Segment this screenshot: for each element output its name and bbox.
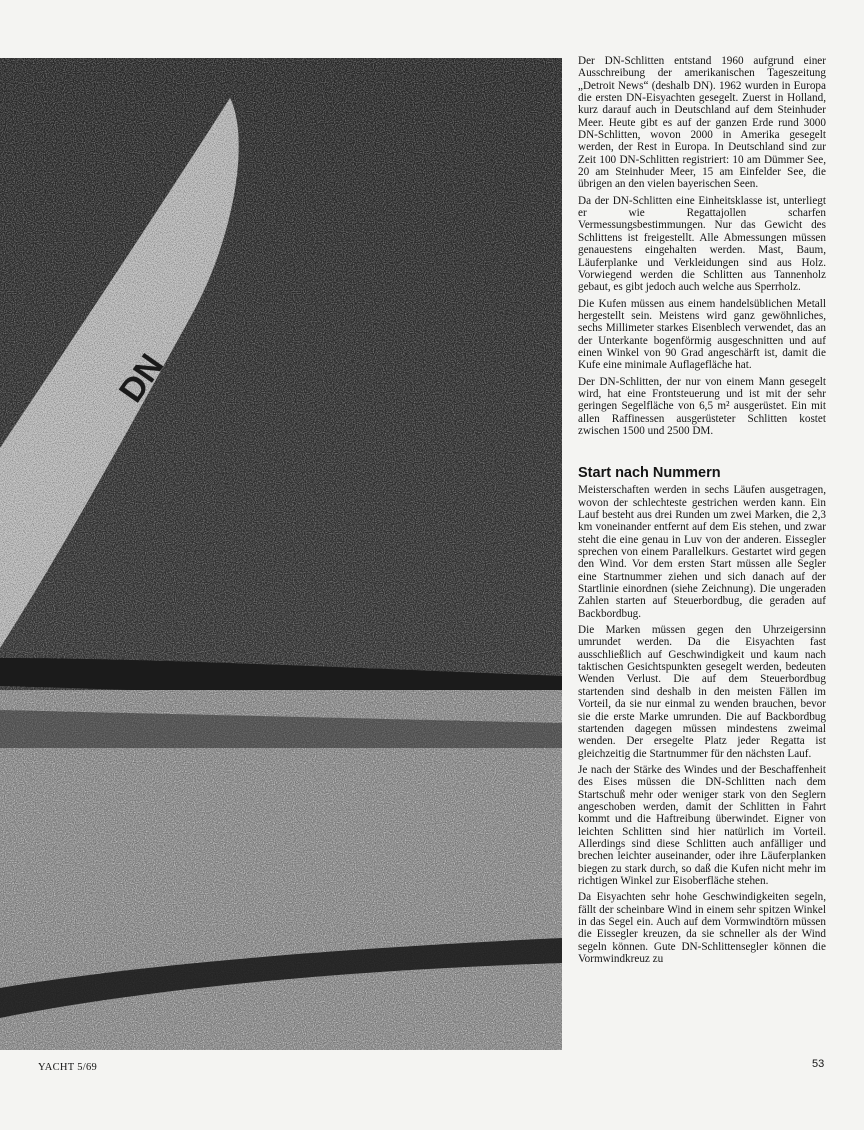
article-paragraph: Da Eisyachten sehr hohe Geschwindigkeiten segeln, fällt der scheinbare Wind in einem sehr spitzen Winkel in das Segel ein. Auch auf dem Vormwindtörn müssen die Eissegler kreuzen, da sie schneller als der Wind segeln können. Gute DN-Schlittensegler können die Vormwindkreuz zu <box>578 891 826 966</box>
article-paragraph: Der DN-Schlitten, der nur von einem Mann gesegelt wird, hat eine Frontsteuerung und ist mit der sehr geringen Segelfläche von 6,5 m² ausgerüstet. Ein mit allen Raffinessen ausgerüsteter Schlitten kostet zwischen 1500 und 2500 DM. <box>578 375 826 437</box>
article-paragraph: Je nach der Stärke des Windes und der Beschaffenheit des Eises müssen die DN-Schlitten nach dem Startschuß mehr oder weniger stark von den Seglern angeschoben werden, damit der Schlitten in Fahrt kommt und die Haftreibung überwindet. Eigner von leichten Schlitten sind hier natürlich im Vorteil. Allerdings sind diese Schlitten auch anfälliger und brechen leichter auseinander, oder ihre Läuferplanken biegen zu stark durch, so daß die Kufen nicht mehr im richtigen Winkel zur Eisoberfläche stehen. <box>578 763 826 887</box>
article-paragraph: Die Marken müssen gegen den Uhrzeigersinn umrundet werden. Da die Eisyachten fast ausschließlich auf Geschwindigkeit und kaum nach taktischen Gesichtspunkten gesegelt werden, bedeuten Wenden Verlust. Die auf dem Steuerbordbug startenden sind deshalb in den meisten Fällen im Vorteil, da sie nur einmal zu wenden brauchen, bevor sie die erste Marke umrunden. Die auf Backbordbug startenden dagegen müssen mindestens zweimal wenden. Der ersegelte Platz jeder Regatta ist gleichzeitig die Startnummer für den nächsten Lauf. <box>578 624 826 760</box>
sail-marking: DN <box>111 347 172 410</box>
article-paragraph: Die Kufen müssen aus einem handelsüblichen Metall hergestellt sein. Meistens wird ganz gewöhnliches, sechs Millimeter starkes Eisenblech verwendet, das an der Unterkante bogenförmig ausgeschnitten und auf einen Winkel von 90 Grad angeschärft ist, damit die Kufe eine minimale Auflagefläche hat. <box>578 297 826 372</box>
article-paragraph: Da der DN-Schlitten eine Einheitsklasse ist, unterliegt er wie Regattajollen scharfen Vermessungsbestimmungen. Nur das Gewicht des Schlittens ist freigestellt. Alle Abmessungen müssen genauestens eingehalten werden. Mast, Baum, Läuferplanke und Verkleidungen sind aus Holz. Vorwiegend werden die Schlitten aus Tannenholz gebaut, es gibt jedoch auch welche aus Sperrholz. <box>578 194 826 294</box>
iceyacht-sail-photo <box>0 58 562 1050</box>
section-heading: Start nach Nummern <box>578 465 721 482</box>
article-column <box>578 55 826 969</box>
page-number: 53 <box>812 1058 825 1070</box>
article-paragraph: Meisterschaften werden in sechs Läufen ausgetragen, wovon der schlechteste gestrichen werden kann. Ein Lauf besteht aus drei Runden um zwei Marken, die 2,3 km voneinander entfernt auf dem Eis stehen, und zwar steht die eine genau in Luv von der anderen. Eissegler sprechen von einem Parallelkurs. Gestartet wird gegen den Wind. Vor dem ersten Start müssen alle Segler eine Startnummer ziehen und sich danach auf der Startlinie einordnen (siehe Zeichnung). Die ungeraden Zahlen starten auf Steuerbordbug, die geraden auf Backbordbug. <box>578 484 826 620</box>
magazine-issue: YACHT 5/69 <box>38 1062 98 1073</box>
article-paragraph: Der DN-Schlitten entstand 1960 aufgrund einer Ausschreibung der amerikanischen Tageszeitung „Detroit News“ (deshalb DN). 1962 wurden in Europa die ersten DN-Eisyachten gesegelt. Zuerst in Holland, kurz darauf auch in Deutschland auf dem Steinhuder Meer. Heute gibt es auf der ganzen Erde rund 3000 DN-Schlitten, wovon 2000 in Amerika gesegelt werden, der Rest in Europa. In Deutschland sind zur Zeit 100 DN-Schlitten registriert: 10 am Dümmer See, 20 am Steinhuder Meer, 15 am Einfelder See, die übrigen an den vielen bayerischen Seen. <box>578 55 826 191</box>
photo-graphic <box>0 58 562 1050</box>
